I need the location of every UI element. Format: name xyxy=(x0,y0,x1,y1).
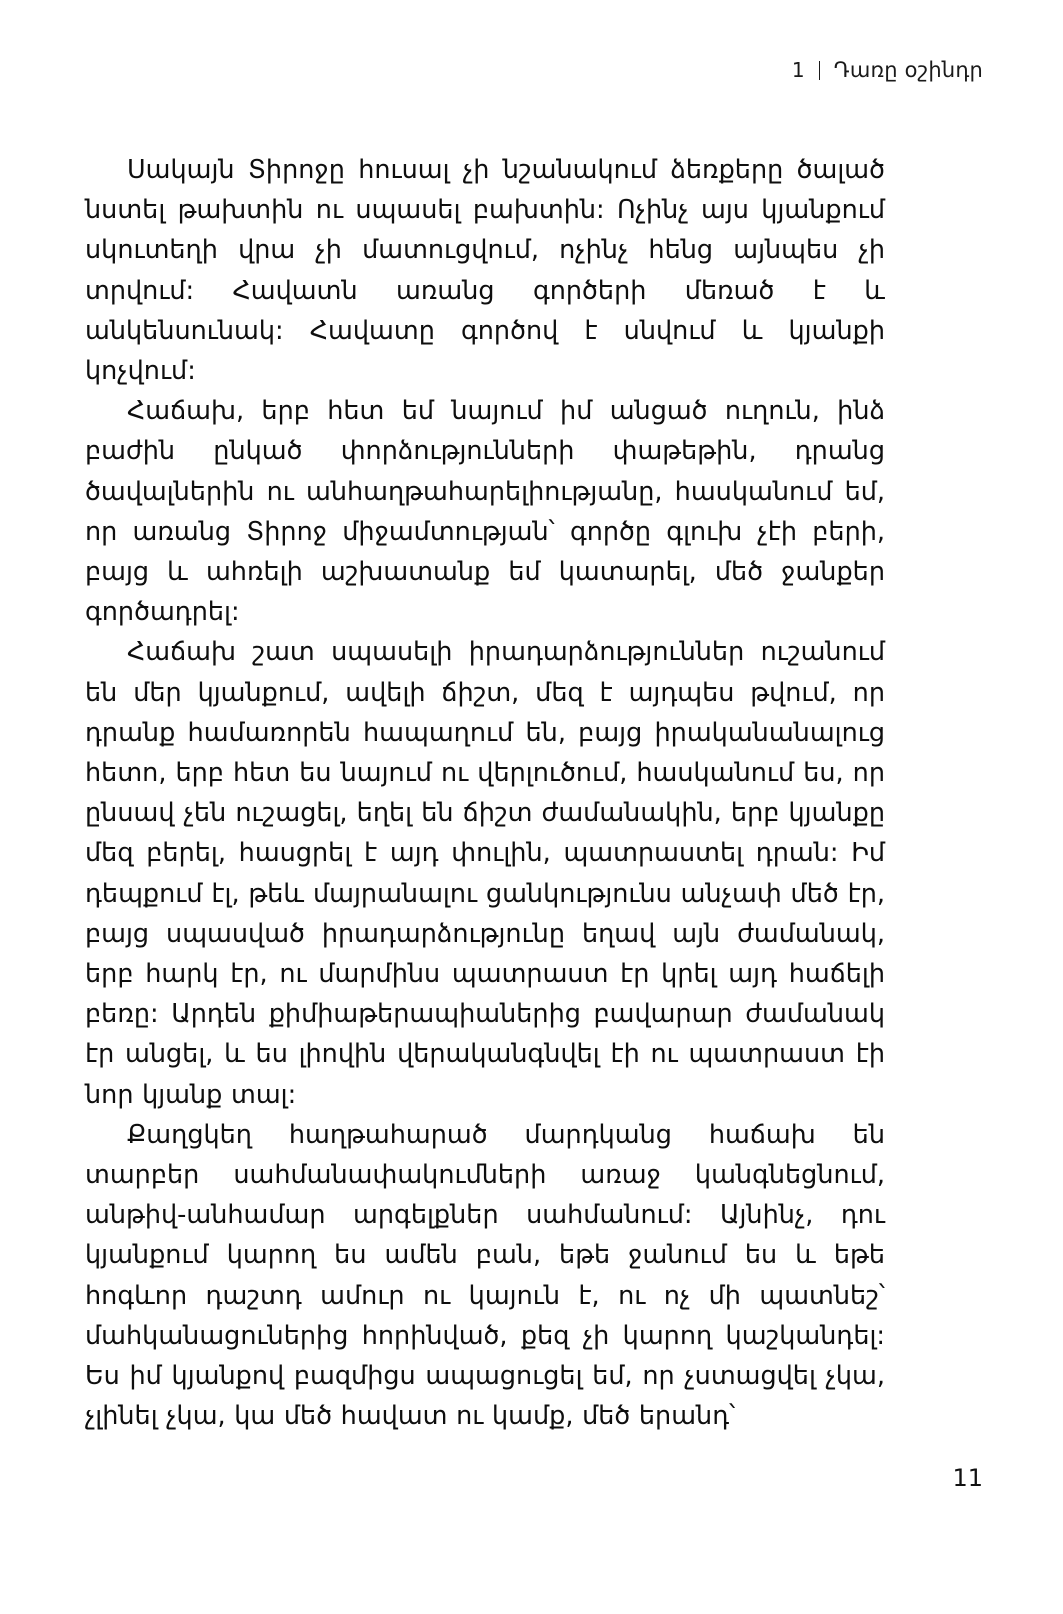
page-number: 11 xyxy=(952,1464,983,1492)
paragraph: Քաղցկեղ հաղթահարած մարդկանց հաճախ են տարբեր սահմանափակումների առաջ կանգնեցնում, անթիվ-անհամար արգելքներ սահմանում: Այնինչ, դու կյանքում կարող ես ամեն բան, եթե ջանում ես և եթե հոգևոր դաշտդ ամուր ու կայուն է, ու ոչ մի պատնեշ՝ մահկանացուներից հորինված, քեզ չի կարող կաշկանդել: Ես իմ կյանքով բազմիցս ապացուցել եմ, որ չստացվել չկա, չլինել չկա, կա մեծ հավատ ու կամք, մեծ երանդ՝ xyxy=(85,1119,885,1432)
paragraph: Հաճախ շատ սպասելի իրադարձություններ ուշանում են մեր կյանքում, ավելի ճիշտ, մեզ է այդպես թվում, որ դրանք համառորեն հապաղում են, բայց իրականանալուց հետո, երբ հետ ես նայում ու վերլուծում, հասկանում ես, որ ընսավ չեն ուշացել, եղել են ճիշտ ժամանակին, երբ կյանքը մեզ բերել, հասցրել է այդ փուլին, պատրաստել դրան: Իմ դեպքում էլ, թեև մայրանալու ցանկությունս անչափ մեծ էր, բայց սպասված իրադարձությունը եղավ այն ժամանակ, երբ հարկ էր, ու մարմինս պատրաստ էր կրել այդ հաճելի բեռը: Արդեն քիմիաթերապիաներից բավարար ժամանակ էր անցել, և ես լիովին վերականգնվել էի ու պատրաստ էի նոր կյանք տալ: xyxy=(85,637,885,1110)
body-text-block xyxy=(85,150,885,1437)
paragraph: Հաճախ, երբ հետ եմ նայում իմ անցած ուղուն, ինձ բաժին ընկած փորձությունների փաթեթին, դրանց ծավալներին ու անհաղթահարելիությանը, հասկանում եմ, որ առանց Տիրոջ միջամտության՝ գործը գլուխ չէի բերի, բայց և ահռելի աշխատանք եմ կատարել, մեծ ջանքեր գործադրել: xyxy=(85,396,885,628)
paragraph: Սակայն Տիրոջը հուսալ չի նշանակում ձեռքերը ծալած նստել թախտին ու սպասել բախտին: Ոչինչ այս կյանքում սկուտեղի վրա չի մատուցվում, ոչինչ հենց այնպես չի տրվում: Հավատն առանց գործերի մեռած է և անկենսունակ: Հավատը գործով է սնվում և կյանքի կոչվում: xyxy=(85,155,885,387)
header-chapter-number: 1 xyxy=(791,58,805,82)
running-header xyxy=(792,58,983,82)
header-chapter-title: Դառը օշինդր xyxy=(833,58,983,82)
header-separator-rule xyxy=(819,61,820,80)
